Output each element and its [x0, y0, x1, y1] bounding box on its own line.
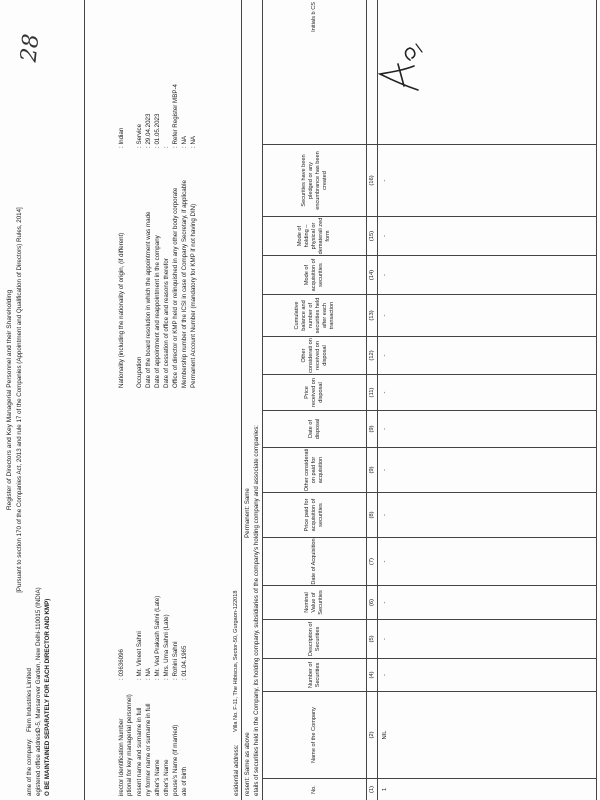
occupation-label: Occupation [136, 356, 143, 388]
other-office-label: Office of director or KMP held or relinquished in any other body corporate [172, 187, 179, 388]
initials-signature [370, 40, 430, 100]
birth-date-label: ate of birth [181, 766, 188, 796]
nationality-label: Nationality (including the nationality of origin, (if different) [118, 232, 125, 388]
nationality-value: : Indian [118, 127, 125, 148]
row-cell: - [382, 274, 388, 276]
din-label: irector Identification Number [118, 718, 125, 796]
row-cell: - [382, 560, 388, 563]
col-number: (11) [369, 387, 375, 398]
row-cell: - [382, 354, 388, 357]
col-number: (14) [369, 269, 375, 281]
residential-address-label: esidential address: [233, 744, 240, 796]
father-name-value: : Mr. Ved Prakash Sahni (Late) [154, 595, 161, 680]
top-divider [84, 0, 85, 800]
row-company-name: NIL [382, 730, 388, 740]
header-date-of-disposal: Date of disposal [307, 418, 321, 440]
din-value: : 03636096 [118, 649, 125, 680]
cessation-label: Date of cessation of office and reasons therefor [163, 258, 170, 388]
row-cell: - [382, 601, 388, 604]
header-number-of-securities: Number of Securities [307, 661, 321, 689]
col-number: (7) [369, 557, 375, 566]
handwritten-page-number: 28 [16, 32, 45, 64]
table-header-border [366, 0, 367, 800]
col-number: (4) [369, 671, 375, 679]
register-title: Register of Directors and Key Managerial Personnel and their Shareholding [6, 289, 13, 511]
former-name-value: : NA [145, 667, 152, 680]
icsi-membership-value: : NA [181, 135, 188, 148]
birth-date-value: : 01.04.1965 [181, 645, 188, 680]
pan-value: : NA [190, 135, 197, 148]
row-cell: - [382, 179, 388, 182]
maintenance-note: O BE MAINTAINED SEPARATELY FOR EACH DIRECTOR AND KMP) [44, 598, 51, 796]
row-cell: - [382, 674, 388, 676]
appointment-date-label: Date of appointment and reappointment in the company [154, 235, 161, 388]
header-initials: Initials b CS [311, 2, 317, 32]
present-address: resent: Same as above [244, 732, 251, 796]
row-number: 1 [382, 787, 388, 792]
header-date-of-acquisition: Date of Acquisition [311, 538, 317, 585]
former-name-label: ny former name or surname in full [145, 703, 152, 796]
header-mode-of-acquisition: Mode of acquisition of securities [304, 258, 324, 292]
row-cell: - [382, 391, 388, 394]
mother-name-label: other's Name [163, 759, 170, 796]
header-company-name: Name of the Company [311, 707, 317, 763]
col-number: (8) [369, 511, 375, 519]
pan-label: Permanent Account Number (mandatory for KMP if not having DIN) [190, 203, 197, 388]
residential-address-value: Villa No. F-11, The Hibiscus, Sector-50, Gurgaon-122018 [233, 590, 239, 732]
appointment-date-value: : 01.05.2023 [154, 113, 161, 148]
present-name-value: : Mr. Vineet Sahni [136, 631, 143, 680]
cessation-value: : [163, 146, 170, 148]
spouse-name-value: : Rohini Sahni [172, 641, 179, 680]
row-cell: - [382, 428, 388, 430]
occupation-value: : Service [136, 123, 143, 148]
kmp-optional-label: ptional for key managerial personnel) [126, 694, 133, 796]
board-resolution-label: Date of the board resolution in which the appointment was made [145, 211, 152, 388]
row-cell: - [382, 469, 388, 471]
board-resolution-value: : 29.04.2023 [145, 113, 152, 148]
office-address-label: egistered office address: [35, 728, 42, 796]
mother-name-value: : Mrs. Uma Sahni (Late) [163, 614, 170, 680]
present-name-label: resent name and surname in full [136, 707, 143, 796]
securities-section-title: etails of securities held in the Company, its holding company, subsidiaries of the company's holding company and associate companies: [253, 424, 260, 796]
col-number: (13) [369, 310, 375, 321]
permanent-address: Permanent: Same [244, 488, 251, 538]
header-price-received: Price received on disposal [304, 378, 324, 407]
address-divider [241, 0, 242, 800]
col-number: (6) [369, 598, 375, 607]
company-name-value: Fiem Industries Limited [26, 668, 33, 732]
header-no: No. [311, 785, 317, 794]
spouse-name-label: pouse's Name (If married) [172, 724, 179, 796]
col-number: (2) [369, 731, 375, 739]
header-price-paid: Price paid for acquisition of securities [304, 498, 324, 532]
header-nominal-value: Nominal Value of Securities [304, 590, 324, 615]
col-number: (15) [369, 230, 375, 242]
row-cell: - [382, 235, 388, 237]
father-name-label: ather's Name [154, 759, 161, 796]
col-number: (1) [369, 785, 375, 794]
col-number: (9) [369, 425, 375, 433]
row-cell: - [382, 314, 388, 317]
company-name-label: ame of the company: [26, 738, 33, 796]
col-number: (16) [369, 175, 375, 186]
register-subtitle: [Pursuant to section 170 of the Companies Act, 2013 and rule 17 of the Companies (Appointment and Qualification of Directors) Rules, 2014] [16, 207, 23, 593]
icsi-membership-label: Membership number of the ICSI in case of Company Secretary, if applicable [181, 180, 188, 388]
other-office-value: : Refer Register MBP-4 [172, 84, 179, 148]
header-mode-of-holding: Mode of holding – physical or dematerali zed form [297, 217, 331, 255]
row-cell: - [382, 514, 388, 516]
office-address-value: D-5, Mansarover Garden, New Delhi-110015 (INDIA) [35, 587, 42, 732]
table-number-border [377, 0, 378, 800]
header-description: Description of Securities [307, 621, 321, 657]
header-other-consideration-received: Other considerati on received on disposal [300, 338, 328, 373]
header-pledged-securities: Securities have been pledged or any encumbrance has been created [300, 151, 328, 210]
header-cumulative-balance: Cumulative balance and number of securities held after each transaction [293, 297, 335, 334]
table-bottom-border [596, 0, 597, 800]
col-number: (9) [369, 466, 375, 474]
col-number: (5) [369, 635, 375, 643]
row-cell: - [382, 638, 388, 640]
header-other-consideration-paid: Other considerati on paid for acquisition [304, 448, 324, 492]
col-number: (12) [369, 350, 375, 361]
